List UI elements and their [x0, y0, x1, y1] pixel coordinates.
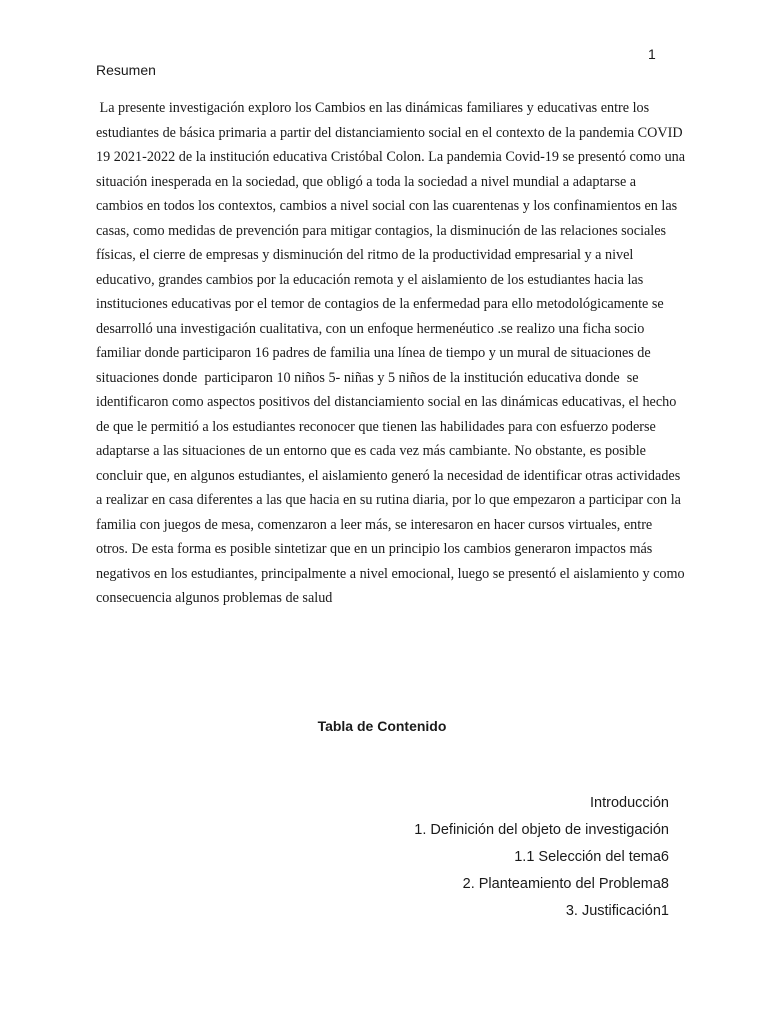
abstract-line: a realizar en casa diferentes a las que hacia en su rutina diaria, por lo que empezaron a participar con la	[96, 492, 681, 508]
abstract-heading: Resumen	[96, 62, 156, 78]
abstract-line: La presente investigación exploro los Cambios en las dinámicas familiares y educativas entre los	[96, 100, 650, 116]
abstract-line: otros. De esta forma es posible sintetizar que en un principio los cambios generaron impactos más	[96, 541, 653, 557]
abstract-line: casas, como medidas de prevención para mitigar contagios, la disminución de las relaciones sociales	[96, 222, 667, 239]
abstract-line: situación inesperada en la sociedad, que obligó a toda la sociedad a nivel mundial a adaptarse a	[96, 173, 637, 190]
abstract-line: identificaron como aspectos positivos del distanciamiento social en las dinámicas educativas, el hecho	[96, 394, 677, 410]
abstract-line: negativos en los estudiantes, principalmente a nivel emocional, luego se presentó el aislamiento y como	[96, 565, 685, 582]
abstract-line: instituciones educativas por el temor de contagios de la enfermedad para ello metodológicamente se	[96, 296, 664, 312]
toc-entry-seleccion-tema[interactable]: 1.1 Selección del tema6	[514, 849, 669, 865]
abstract-line: estudiantes de básica primaria a partir del distanciamiento social en el contexto de la pandemia COVID	[96, 124, 683, 141]
abstract-line: educativo, grandes cambios por la educación remota y el aislamiento de los estudiantes hacia las	[96, 271, 644, 288]
page-number: 1	[648, 46, 656, 62]
abstract-line: cambios en todos los contextos, cambios a nivel social con las cuarentenas y los confinamientos en las	[96, 198, 678, 214]
abstract-line: adaptarse a las situaciones de un entorno que es cada vez más cambiante. No obstante, es posible	[96, 443, 646, 459]
abstract-line: 19 2021-2022 de la institución educativa Cristóbal Colon. La pandemia Covid-19 se presentó como una	[96, 149, 686, 165]
abstract-line: consecuencia algunos problemas de salud	[96, 590, 333, 606]
abstract-line: físicas, el cierre de empresas y disminución del ritmo de la productividad empresarial y a nivel	[96, 247, 634, 263]
abstract-body	[96, 96, 686, 611]
toc-entry-definicion[interactable]: 1. Definición del objeto de investigación	[414, 822, 669, 838]
toc-list	[414, 790, 669, 925]
abstract-line: familiar donde participaron 16 padres de familia una línea de tiempo y un mural de situaciones de	[96, 345, 651, 361]
toc-entry-justificacion[interactable]: 3. Justificación1	[565, 903, 669, 919]
abstract-line: desarrolló una investigación cualitativa, con un enfoque hermenéutico .se realizo una ficha socio	[96, 320, 645, 337]
abstract-line: de que le permitió a los estudiantes reconocer que tienen las habilidades para con esfuerzo poderse	[96, 418, 656, 435]
abstract-line: concluir que, en algunos estudiantes, el aislamiento generó la necesidad de identificar otras actividades	[96, 467, 681, 484]
abstract-line: situaciones donde participaron 10 niños 5- niñas y 5 niños de la institución educativa donde se	[96, 369, 639, 386]
abstract-line: familia con juegos de mesa, comenzaron a leer más, se interesaron en hacer cursos virtuales, entre	[96, 516, 653, 533]
toc-title: Tabla de Contenido	[317, 718, 447, 734]
toc-entry-planteamiento[interactable]: 2. Planteamiento del Problema8	[462, 876, 669, 892]
toc-entry-introduccion[interactable]: Introducción	[590, 795, 669, 811]
